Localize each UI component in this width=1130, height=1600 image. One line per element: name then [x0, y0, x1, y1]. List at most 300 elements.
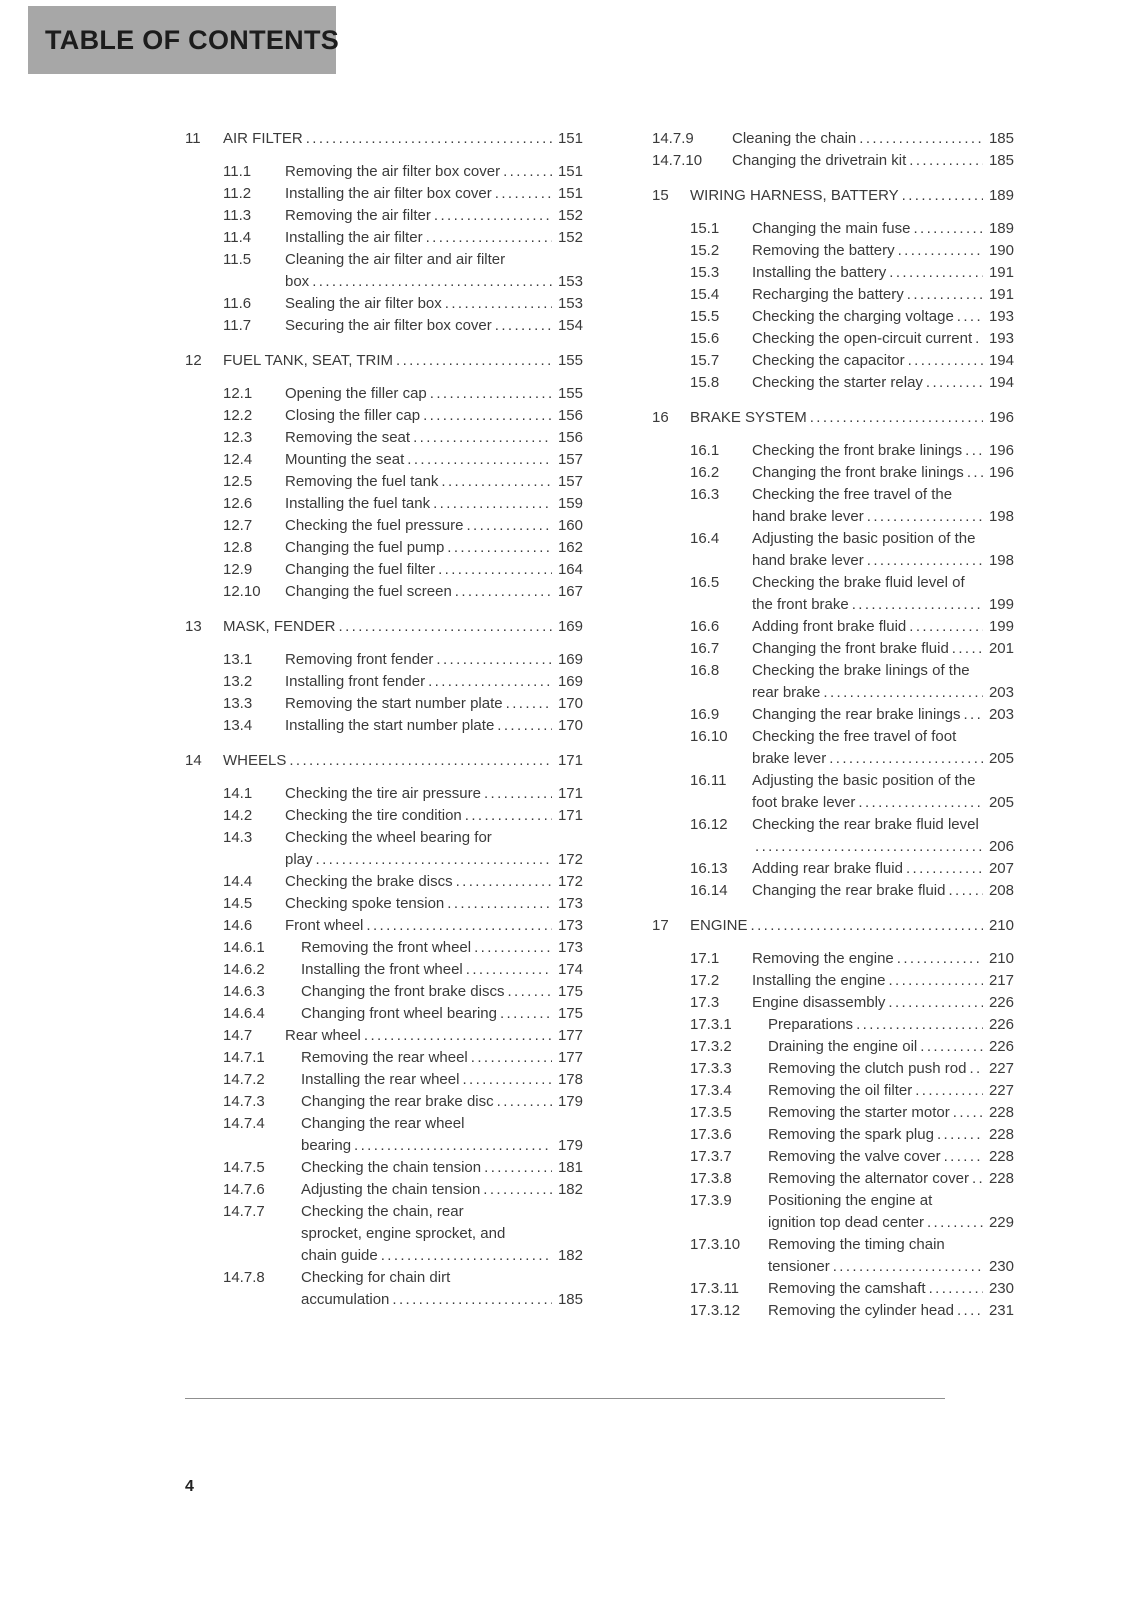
entry-title: Installing the rear wheel	[301, 1071, 460, 1088]
entry-title: Sealing the air filter box	[285, 295, 442, 312]
toc-entry[interactable]	[185, 427, 583, 449]
entry-number: 12.6	[223, 495, 253, 512]
entry-page: 199	[983, 616, 1014, 638]
entry-title: Changing the fuel screen	[285, 583, 452, 600]
entry-number: 11.7	[223, 317, 252, 334]
entry-number: 16.4	[690, 530, 720, 547]
entry-number: 14.7.7	[223, 1203, 265, 1220]
toc-chapter-entry[interactable]	[652, 407, 1014, 429]
entry-title: Checking for chain dirt accumulation	[301, 1269, 451, 1308]
entry-page: 152	[552, 205, 583, 227]
toc-entry[interactable]	[652, 1300, 1014, 1322]
entry-page: 170	[552, 693, 583, 715]
toc-entry[interactable]	[185, 315, 583, 337]
toc-entry[interactable]	[652, 1278, 1014, 1300]
entry-body	[768, 1124, 1014, 1146]
toc-entry[interactable]	[652, 306, 1014, 328]
toc-entry[interactable]	[652, 1124, 1014, 1146]
toc-entry[interactable]	[652, 150, 1014, 172]
entry-page: 155	[552, 350, 583, 372]
entry-title: Removing the seat	[285, 429, 411, 446]
entry-page: 193	[983, 328, 1014, 350]
entry-body	[301, 1157, 583, 1179]
entry-number: 11	[185, 130, 201, 147]
entry-title: Installing the air filter box cover	[285, 185, 492, 202]
entry-page: 151	[552, 183, 583, 205]
entry-title: Changing the rear brake linings	[752, 706, 961, 723]
toc-entry[interactable]	[185, 1047, 583, 1069]
entry-number: 11.1	[223, 163, 252, 180]
entry-title: Adjusting the chain tension	[301, 1181, 481, 1198]
entry-body	[752, 948, 1014, 970]
toc-entry[interactable]	[185, 915, 583, 937]
entry-title: Rear wheel	[285, 1027, 361, 1044]
toc-entry[interactable]	[652, 880, 1014, 902]
toc-entry[interactable]	[185, 227, 583, 249]
entry-number: 14.4	[223, 873, 253, 890]
entry-number: 12.9	[223, 561, 253, 578]
entry-number: 16.12	[690, 816, 728, 833]
entry-title: Removing the engine	[752, 950, 894, 967]
toc-entry[interactable]	[652, 814, 1014, 858]
entry-number: 14.7.2	[223, 1071, 265, 1088]
toc-entry[interactable]	[185, 1069, 583, 1091]
toc-entry[interactable]	[185, 1091, 583, 1113]
entry-body	[285, 581, 583, 603]
entry-page: 157	[552, 449, 583, 471]
entry-title: Checking the front brake linings	[752, 442, 963, 459]
toc-entry[interactable]	[652, 262, 1014, 284]
toc-entry[interactable]	[185, 893, 583, 915]
entry-page: 173	[552, 937, 583, 959]
toc-entry[interactable]	[185, 205, 583, 227]
entry-number: 14.1	[223, 785, 253, 802]
toc-entry[interactable]	[652, 528, 1014, 572]
entry-title: Removing the front wheel	[301, 939, 472, 956]
entry-title: Adjusting the basic position of the hand brake lever	[752, 530, 976, 569]
entry-number: 13	[185, 618, 202, 635]
entry-page: 169	[552, 616, 583, 638]
entry-page: 217	[983, 970, 1014, 992]
toc	[185, 128, 1014, 1322]
entry-number: 16.8	[690, 662, 720, 679]
entry-page: 185	[983, 128, 1014, 150]
entry-page: 178	[552, 1069, 583, 1091]
entry-body	[285, 827, 583, 871]
entry-page: 206	[983, 836, 1014, 858]
entry-page: 171	[552, 750, 583, 772]
entry-number: 12.1	[223, 385, 253, 402]
entry-body	[285, 315, 583, 337]
entry-title: Checking spoke tension	[285, 895, 445, 912]
entry-page: 194	[983, 372, 1014, 394]
entry-number: 17.3.2	[690, 1038, 732, 1055]
entry-title: Installing the battery	[752, 264, 887, 281]
entry-page: 174	[552, 959, 583, 981]
toc-chapter-entry[interactable]	[185, 350, 583, 372]
entry-title: Cleaning the air filter and air filter box	[285, 251, 506, 290]
entry-title: Checking the wheel bearing for play	[285, 829, 492, 868]
entry-number: 17.1	[690, 950, 720, 967]
entry-title: Mounting the seat	[285, 451, 405, 468]
entry-title: Changing the front brake discs	[301, 983, 505, 1000]
entry-body	[285, 383, 583, 405]
entry-body	[285, 405, 583, 427]
entry-title: Checking the tire air pressure	[285, 785, 481, 802]
entry-title: Removing the timing chain tensioner	[768, 1236, 945, 1275]
page-number: 4	[185, 1478, 194, 1495]
entry-body	[301, 981, 583, 1003]
entry-number: 16.10	[690, 728, 728, 745]
toc-entry[interactable]	[652, 1190, 1014, 1234]
toc-entry[interactable]	[185, 1201, 583, 1267]
entry-number: 14.6.4	[223, 1005, 265, 1022]
toc-chapter-entry[interactable]	[652, 915, 1014, 937]
toc-entry[interactable]	[185, 827, 583, 871]
toc-entry[interactable]	[652, 970, 1014, 992]
toc-entry[interactable]	[185, 937, 583, 959]
toc-entry[interactable]	[652, 328, 1014, 350]
entry-title: Preparations	[768, 1016, 854, 1033]
entry-number: 15.6	[690, 330, 720, 347]
entry-page: 170	[552, 715, 583, 737]
entry-number: 14.7.9	[652, 130, 694, 147]
toc-entry[interactable]	[652, 726, 1014, 770]
entry-number: 16.11	[690, 772, 727, 789]
entry-body	[752, 306, 1014, 328]
toc-entry[interactable]	[652, 440, 1014, 462]
entry-number: 17.3.1	[690, 1016, 732, 1033]
entry-title: Removing the starter motor	[768, 1104, 950, 1121]
entry-number: 17.3.10	[690, 1236, 741, 1253]
entry-title: Changing front wheel bearing	[301, 1005, 497, 1022]
toc-chapter-entry[interactable]	[185, 616, 583, 638]
toc-entry[interactable]	[185, 1157, 583, 1179]
entry-title: Installing front fender	[285, 673, 426, 690]
entry-title: Engine disassembly	[752, 994, 886, 1011]
entry-page: 154	[552, 315, 583, 337]
entry-body	[301, 959, 583, 981]
entry-title: Changing the fuel pump	[285, 539, 445, 556]
entry-number: 14	[185, 752, 202, 769]
entry-title: Checking the brake linings of the rear brake	[752, 662, 970, 701]
toc-entry[interactable]	[652, 858, 1014, 880]
entry-page: 185	[552, 1289, 583, 1311]
entry-number: 17.3.4	[690, 1082, 732, 1099]
entry-body	[285, 293, 583, 315]
entry-title: Draining the engine oil	[768, 1038, 918, 1055]
entry-page: 182	[552, 1179, 583, 1201]
entry-number: 13.3	[223, 695, 253, 712]
toc-entry[interactable]	[652, 484, 1014, 528]
toc-entry[interactable]	[185, 559, 583, 581]
entry-body	[752, 284, 1014, 306]
entry-page: 162	[552, 537, 583, 559]
toc-entry[interactable]	[652, 638, 1014, 660]
entry-page: 196	[983, 440, 1014, 462]
toc-entry[interactable]	[652, 704, 1014, 726]
entry-body	[285, 693, 583, 715]
toc-entry[interactable]	[185, 293, 583, 315]
toc-entry[interactable]	[652, 992, 1014, 1014]
entry-body	[690, 407, 1014, 429]
entry-number: 11.2	[223, 185, 252, 202]
entry-number: 16.1	[690, 442, 720, 459]
entry-number: 15.7	[690, 352, 720, 369]
toc-entry[interactable]	[652, 1102, 1014, 1124]
entry-page: 153	[552, 293, 583, 315]
toc-entry[interactable]	[652, 1234, 1014, 1278]
entry-number: 13.1	[223, 651, 253, 668]
entry-title: Installing the engine	[752, 972, 886, 989]
toc-entry[interactable]	[185, 671, 583, 693]
entry-page: 228	[983, 1124, 1014, 1146]
entry-number: 16.9	[690, 706, 720, 723]
entry-title: Checking the starter relay	[752, 374, 923, 391]
entry-number: 16.7	[690, 640, 720, 657]
entry-title: Installing the start number plate	[285, 717, 495, 734]
entry-number: 14.7	[223, 1027, 253, 1044]
entry-page: 151	[552, 161, 583, 183]
toc-entry[interactable]	[652, 1146, 1014, 1168]
entry-title: Cleaning the chain	[732, 130, 857, 147]
entry-page: 151	[552, 128, 583, 150]
toc-entry[interactable]	[652, 1080, 1014, 1102]
entry-body	[752, 970, 1014, 992]
toc-entry[interactable]	[652, 240, 1014, 262]
entry-page: 231	[983, 1300, 1014, 1322]
entry-title: Checking the fuel pressure	[285, 517, 464, 534]
toc-chapter-entry[interactable]	[652, 185, 1014, 207]
toc-entry[interactable]	[185, 383, 583, 405]
entry-title: Adding rear brake fluid	[752, 860, 903, 877]
toc-entry[interactable]	[185, 783, 583, 805]
entry-body	[768, 1146, 1014, 1168]
entry-title: Changing the rear wheel bearing	[301, 1115, 465, 1154]
entry-body	[301, 1179, 583, 1201]
toc-entry[interactable]	[185, 1267, 583, 1311]
entry-number: 15.5	[690, 308, 720, 325]
entry-page: 153	[552, 271, 583, 293]
entry-title: Changing the fuel filter	[285, 561, 436, 578]
entry-body	[285, 249, 583, 293]
entry-title: Removing front fender	[285, 651, 434, 668]
entry-body	[752, 726, 1014, 770]
entry-body	[301, 1113, 583, 1157]
entry-body	[690, 915, 1014, 937]
toc-entry[interactable]	[185, 649, 583, 671]
entry-body	[285, 205, 583, 227]
toc-entry[interactable]	[185, 871, 583, 893]
toc-entry[interactable]	[652, 284, 1014, 306]
toc-entry[interactable]	[185, 249, 583, 293]
toc-entry[interactable]	[652, 1168, 1014, 1190]
entry-number: 14.7.10	[652, 152, 703, 169]
entry-number: 16.3	[690, 486, 720, 503]
entry-page: 226	[983, 1014, 1014, 1036]
entry-page: 196	[983, 462, 1014, 484]
entry-number: 15	[652, 187, 669, 204]
toc-entry[interactable]	[185, 581, 583, 603]
toc-entry[interactable]	[185, 981, 583, 1003]
entry-body	[690, 185, 1014, 207]
toc-entry[interactable]	[185, 715, 583, 737]
toc-entry[interactable]	[185, 1179, 583, 1201]
entry-number: 17.3.5	[690, 1104, 732, 1121]
toc-entry[interactable]	[652, 1058, 1014, 1080]
entry-body	[732, 128, 1014, 150]
toc-entry[interactable]	[185, 1113, 583, 1157]
toc-entry[interactable]	[652, 572, 1014, 616]
toc-entry[interactable]	[185, 805, 583, 827]
entry-page: 199	[983, 594, 1014, 616]
toc-entry[interactable]	[185, 405, 583, 427]
entry-title: Removing the start number plate	[285, 695, 503, 712]
toc-entry[interactable]	[652, 616, 1014, 638]
toc-chapter-entry[interactable]	[185, 128, 583, 150]
toc-entry[interactable]	[185, 493, 583, 515]
header-banner	[28, 6, 340, 74]
entry-page: 169	[552, 649, 583, 671]
entry-number: 12.7	[223, 517, 253, 534]
entry-page: 179	[552, 1135, 583, 1157]
toc-entry[interactable]	[652, 1014, 1014, 1036]
entry-number: 15.3	[690, 264, 720, 281]
toc-entry[interactable]	[652, 350, 1014, 372]
entry-number: 14.7.5	[223, 1159, 265, 1176]
entry-body	[285, 783, 583, 805]
entry-title: Closing the filler cap	[285, 407, 421, 424]
toc-entry[interactable]	[185, 1003, 583, 1025]
entry-page: 177	[552, 1025, 583, 1047]
entry-body	[285, 183, 583, 205]
entry-page: 173	[552, 893, 583, 915]
toc-entry[interactable]	[652, 948, 1014, 970]
entry-body	[285, 427, 583, 449]
entry-body	[752, 372, 1014, 394]
entry-page: 159	[552, 493, 583, 515]
entry-number: 14.3	[223, 829, 253, 846]
toc-entry[interactable]	[652, 218, 1014, 240]
entry-body	[285, 915, 583, 937]
entry-number: 13.4	[223, 717, 253, 734]
entry-body	[285, 515, 583, 537]
entry-body	[223, 128, 583, 150]
entry-number: 16.2	[690, 464, 720, 481]
toc-entry[interactable]	[652, 770, 1014, 814]
entry-page: 152	[552, 227, 583, 249]
toc-entry[interactable]	[185, 537, 583, 559]
entry-body	[768, 1190, 1014, 1234]
entry-title: Checking the chain, rear sprocket, engine sprocket, and chain guide	[301, 1203, 506, 1264]
toc-entry[interactable]	[185, 471, 583, 493]
entry-body	[285, 649, 583, 671]
entry-number: 14.5	[223, 895, 253, 912]
entry-title: Installing the front wheel	[301, 961, 463, 978]
entry-title: MASK, FENDER	[223, 618, 336, 635]
entry-title: Changing the front brake fluid	[752, 640, 949, 657]
entry-page: 194	[983, 350, 1014, 372]
entry-number: 15.4	[690, 286, 720, 303]
entry-title: Installing the fuel tank	[285, 495, 431, 512]
toc-entry[interactable]	[652, 1036, 1014, 1058]
entry-page: 177	[552, 1047, 583, 1069]
toc-entry[interactable]	[185, 515, 583, 537]
entry-title: Checking the rear brake fluid level	[752, 816, 979, 833]
toc-entry[interactable]	[185, 959, 583, 981]
entry-title: FUEL TANK, SEAT, TRIM	[223, 352, 394, 369]
entry-page: 189	[983, 218, 1014, 240]
entry-page: 208	[983, 880, 1014, 902]
entry-body	[752, 328, 1014, 350]
entry-title: Checking the brake discs	[285, 873, 453, 890]
entry-page: 156	[552, 427, 583, 449]
toc-entry[interactable]	[185, 161, 583, 183]
entry-body	[752, 858, 1014, 880]
entry-number: 12.5	[223, 473, 253, 490]
entry-page: 205	[983, 748, 1014, 770]
toc-chapter-entry[interactable]	[185, 750, 583, 772]
toc-entry[interactable]	[185, 449, 583, 471]
entry-title: Installing the air filter	[285, 229, 423, 246]
entry-page: 156	[552, 405, 583, 427]
toc-entry[interactable]	[652, 372, 1014, 394]
entry-body	[301, 1201, 583, 1267]
entry-number: 12.3	[223, 429, 253, 446]
entry-title: Checking the free travel of foot brake lever	[752, 728, 957, 767]
entry-page: 196	[983, 407, 1014, 429]
entry-page: 189	[983, 185, 1014, 207]
entry-title: Removing the alternator cover	[768, 1170, 969, 1187]
entry-body	[752, 440, 1014, 462]
toc-entry[interactable]	[185, 1025, 583, 1047]
entry-title: Removing the clutch push rod	[768, 1060, 967, 1077]
entry-number: 16.5	[690, 574, 720, 591]
entry-body	[301, 937, 583, 959]
entry-title: Front wheel	[285, 917, 364, 934]
entry-body	[752, 880, 1014, 902]
entry-title: Checking the capacitor	[752, 352, 905, 369]
entry-number: 12.8	[223, 539, 253, 556]
entry-body	[752, 704, 1014, 726]
entry-body	[285, 161, 583, 183]
entry-page: 198	[983, 506, 1014, 528]
entry-page: 228	[983, 1146, 1014, 1168]
entry-page: 164	[552, 559, 583, 581]
toc-entry[interactable]	[652, 660, 1014, 704]
toc-entry[interactable]	[185, 183, 583, 205]
toc-column-left	[185, 128, 583, 1311]
entry-number: 16.14	[690, 882, 728, 899]
entry-title: Checking the charging voltage	[752, 308, 954, 325]
entry-number: 17	[652, 917, 669, 934]
toc-entry[interactable]	[652, 462, 1014, 484]
entry-body	[285, 537, 583, 559]
entry-body	[301, 1069, 583, 1091]
entry-title: Checking the open-circuit current	[752, 330, 973, 347]
toc-entry[interactable]	[185, 693, 583, 715]
entry-page: 210	[983, 915, 1014, 937]
entry-body	[752, 484, 1014, 528]
entry-page: 172	[552, 849, 583, 871]
entry-title: Checking the brake fluid level of the front brake	[752, 574, 965, 613]
page-title: TABLE OF CONTENTS	[45, 24, 340, 55]
entry-body	[752, 462, 1014, 484]
entry-body	[285, 493, 583, 515]
toc-entry[interactable]	[652, 128, 1014, 150]
entry-page: 207	[983, 858, 1014, 880]
entry-body	[752, 350, 1014, 372]
